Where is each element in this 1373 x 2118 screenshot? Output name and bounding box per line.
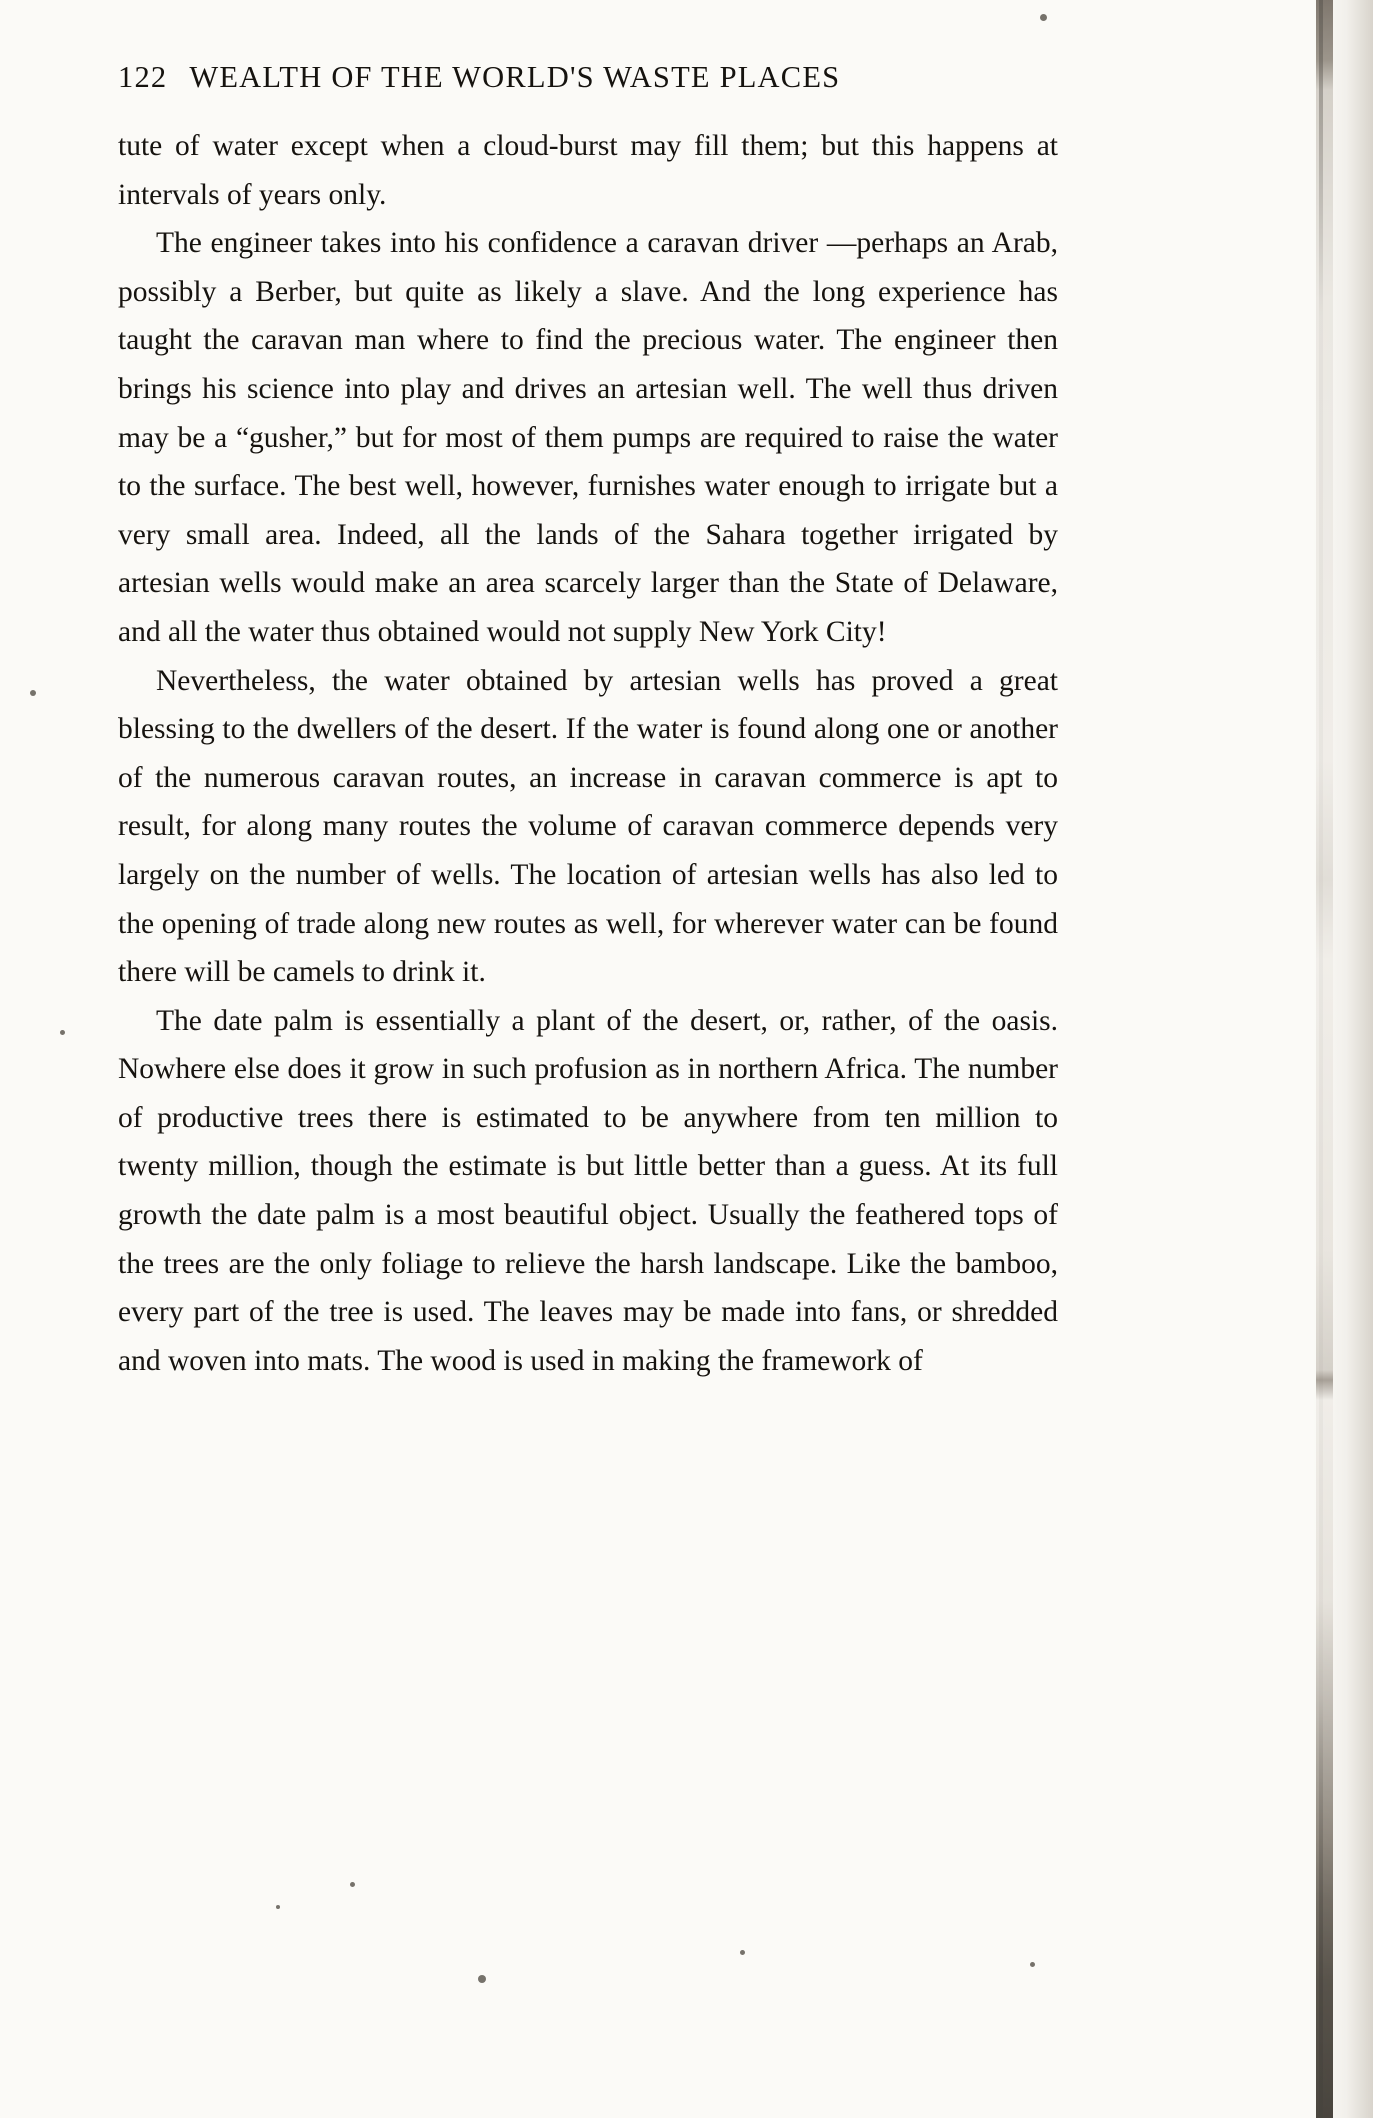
page-number: 122 (118, 60, 168, 94)
scan-speck (350, 1882, 355, 1887)
running-head-title: WEALTH OF THE WORLD'S WASTE PLACES (189, 60, 841, 94)
scan-speck (1040, 14, 1047, 21)
paragraph: The date palm is essentially a plant of the desert, or, rather, of the oasis. Nowhere else does it grow in such profusion as in northern Africa. The number of productive trees there is estimated to be anywhere from ten million to twenty million, though the estimate is but little better than a guess. At its full growth the date palm is a most beautiful object. Usually the feathered tops of the trees are the only foliage to relieve the harsh landscape. Like the bamboo, every part of the tree is used. The leaves may be made into fans, or shredded and woven into mats. The wood is used in making the framework of (118, 1004, 1058, 1377)
scan-speck (478, 1975, 486, 1983)
paragraph: Nevertheless, the water obtained by artesian wells has proved a great blessing to the dwellers of the desert. If the water is found along one or another of the numerous caravan routes, an increase in caravan commerce is apt to result, for along many routes the volume of caravan commerce depends very largely on the number of wells. The location of artesian wells has also led to the opening of trade along new routes as well, for wherever water can be found there will be camels to drink it. (118, 664, 1058, 989)
body-text (118, 122, 1058, 1385)
scan-speck (740, 1950, 745, 1955)
book-binding-edge (1316, 0, 1333, 2118)
scan-speck (276, 1905, 280, 1909)
paragraph: The engineer takes into his confidence a caravan driver —perhaps an Arab, possibly a Berber, but quite as likely a slave. And the long experience has taught the caravan man where to find the precious water. The engineer then brings his science into play and drives an artesian well. The well thus driven may be a “gusher,” but for most of them pumps are required to raise the water to the surface. The best well, however, furnishes water enough to irrigate but a very small area. Indeed, all the lands of the Sahara together irrigated by artesian wells would make an area scarcely larger than the State of Delaware, and all the water thus obtained would not supply New York City! (118, 227, 1058, 648)
scan-speck (1030, 1962, 1035, 1967)
paragraph: tute of water except when a cloud-burst may fill them; but this happens at intervals of years only. (118, 130, 1058, 211)
scan-speck (60, 1030, 65, 1035)
scan-speck (30, 690, 36, 696)
running-head (118, 60, 1118, 95)
page-content (118, 0, 1208, 2118)
